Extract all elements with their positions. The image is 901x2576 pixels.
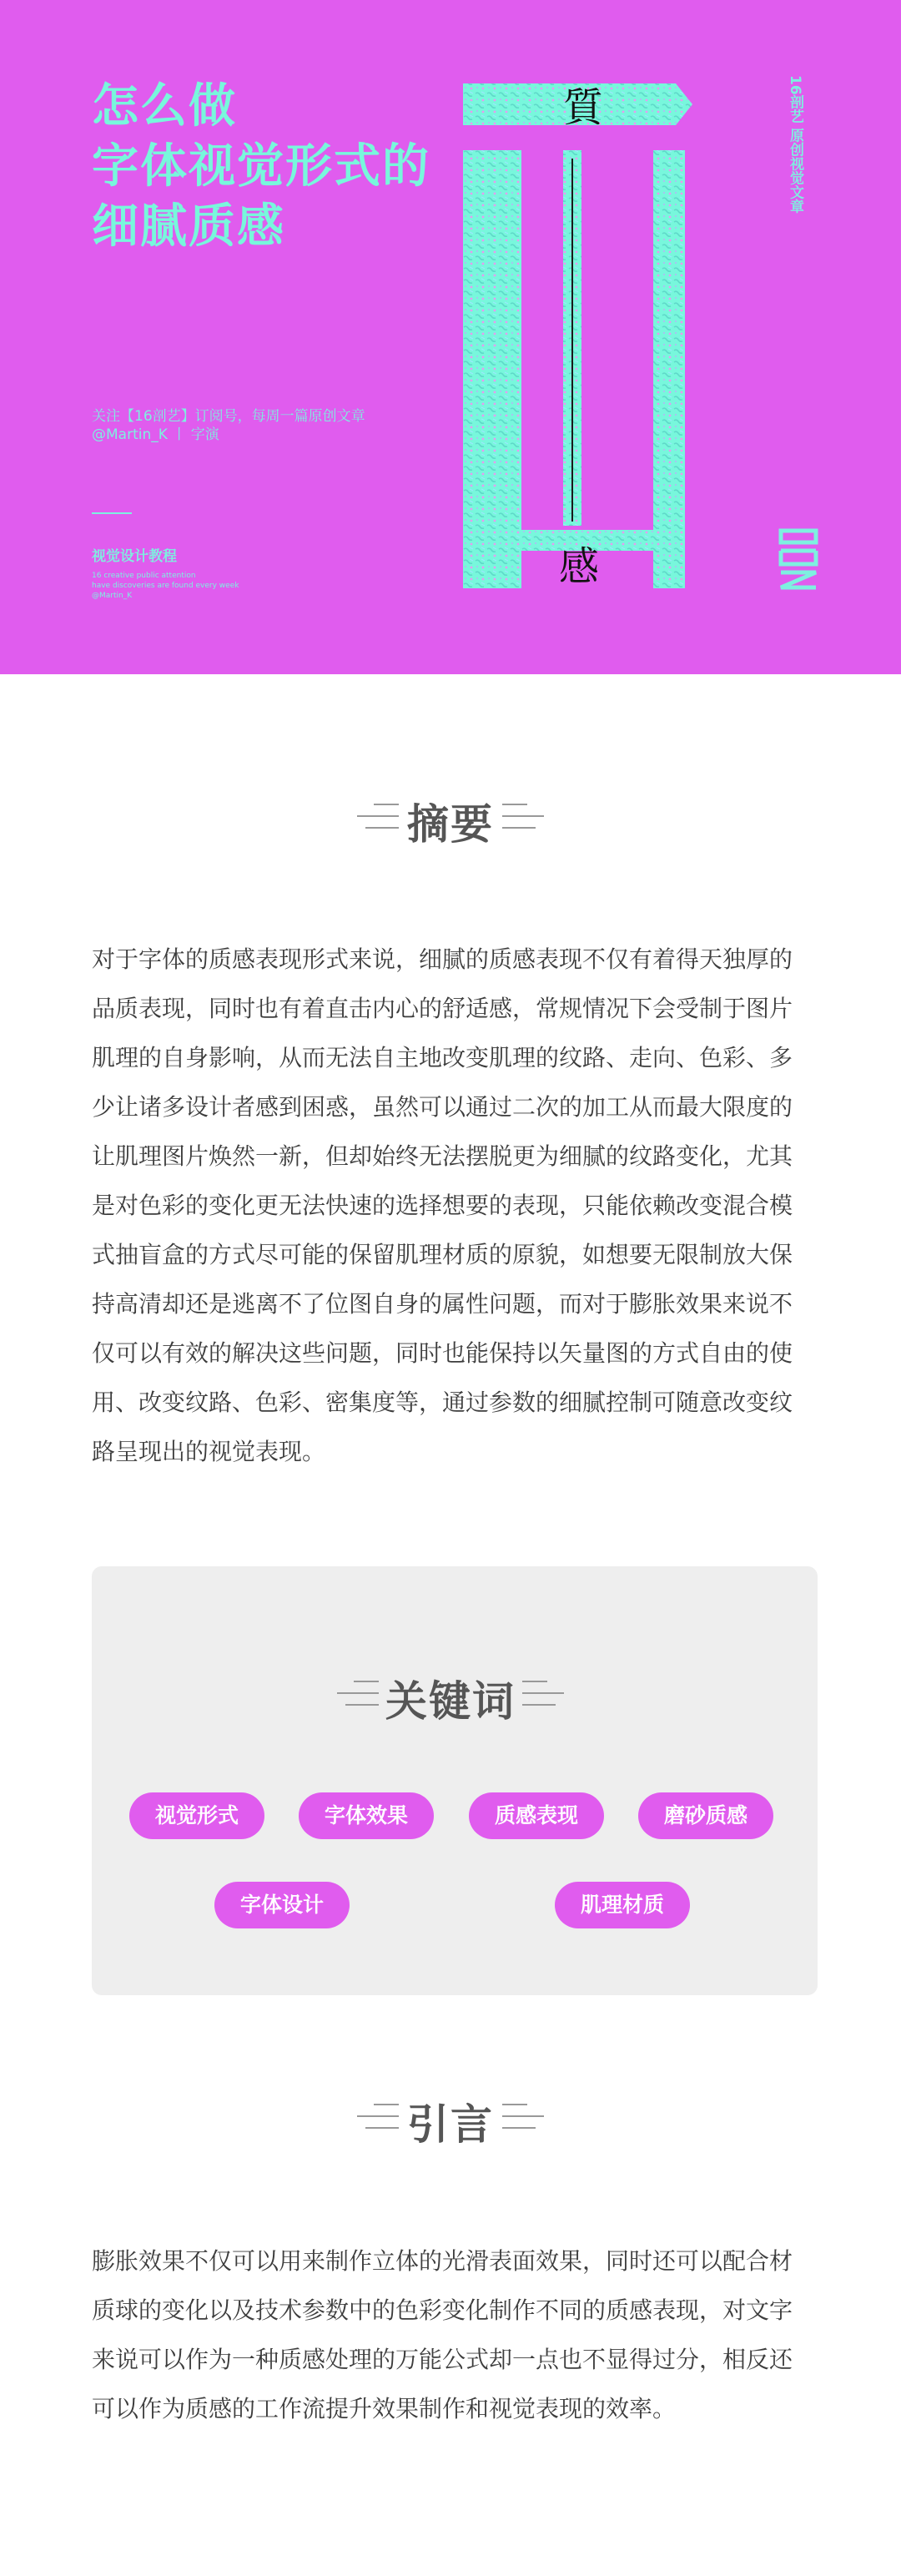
art-left-column — [463, 150, 521, 588]
hero-title-line-3: 细腻质感 — [92, 199, 285, 254]
hero-info-line-2: @Martin_K 丨 字演 — [92, 426, 219, 443]
hero-course-label: 视觉设计教程 — [92, 548, 177, 565]
keyword-tag[interactable]: 质感表现 — [469, 1792, 604, 1839]
hero-divider — [92, 512, 132, 514]
keyword-tag[interactable]: 字体效果 — [299, 1792, 434, 1839]
keyword-tag[interactable]: 肌理材质 — [555, 1882, 690, 1928]
heading-deco-right — [502, 801, 544, 831]
abstract-heading-block — [0, 786, 901, 853]
hero-fine-line-3: @Martin_K — [92, 592, 133, 600]
hero-title-line-2: 字体视觉形式的 — [92, 139, 430, 194]
intro-heading: 引言 — [407, 2100, 494, 2149]
keyword-tag[interactable]: 磨砂质感 — [638, 1792, 773, 1839]
intro-heading-block — [0, 2086, 901, 2153]
keyword-tag[interactable]: 字体设计 — [214, 1882, 350, 1928]
keyword-tag[interactable]: 视觉形式 — [129, 1792, 264, 1839]
hero-fine-line-1: 16 creative public attention — [92, 572, 196, 580]
hero-side-caption: 16剖艺 原创视觉文章 — [787, 75, 803, 214]
keywords-heading-block — [0, 1663, 901, 1730]
keywords-heading: 关键词 — [385, 1676, 516, 1726]
art-bottom-char: 感 — [559, 543, 600, 590]
hero-fine-line-2: have discoveries are found every week — [92, 582, 239, 590]
hero-title — [92, 77, 459, 257]
hero-info — [92, 407, 365, 444]
hero-banner — [0, 0, 901, 674]
hero-side-logo — [776, 526, 821, 592]
intro-body: 膨胀效果不仅可以用来制作立体的光滑表面效果，同时还可以配合材质球的变化以及技术参数中的色彩变化制作不同的质感表现，对文字来说可以作为一种质感处理的万能公式却一点也不显得过分，相反还可以作为质感的工作流提升效果制作和视觉表现的效率。 — [92, 2247, 793, 2422]
heading-deco-right — [522, 1678, 564, 1708]
hero-lettering-art — [463, 79, 692, 597]
abstract-heading: 摘要 — [407, 799, 494, 849]
art-top-char: 質 — [563, 84, 604, 131]
art-right-column — [653, 150, 685, 588]
heading-deco-right — [502, 2101, 544, 2131]
hero-title-line-1: 怎么做 — [92, 79, 237, 134]
hero-info-line-1: 关注【16剖艺】订阅号，每周一篇原创文章 — [92, 408, 365, 425]
abstract-body: 对于字体的质感表现形式来说，细腻的质感表现不仅有着得天独厚的品质表现，同时也有着直击内心的舒适感，常规情况下会受制于图片肌理的自身影响，从而无法自主地改变肌理的纹路、走向、色彩、多少让诸多设计者感到困惑，虽然可以通过二次的加工从而最大限度的让肌理图片焕然一新，但却始终无法摆脱更为细腻的纹路变化，尤其是对色彩的变化更无法快速的选择想要的表现，只能依赖改变混合模式抽盲盒的方式尽可能的保留肌理材质的原貌，如想要无限制放大保持高清却还是逃离不了位图自身的属性问题，而对于膨胀效果来说不仅可以有效的解决这些问题，同时也能保持以矢量图的方式自由的使用、改变纹路、色彩、密集度等，通过参数的细腻控制可随意改变纹路呈现出的视觉表现。 — [92, 945, 793, 1465]
keywords-panel — [92, 1566, 818, 1995]
hero-fine-print — [92, 571, 239, 601]
